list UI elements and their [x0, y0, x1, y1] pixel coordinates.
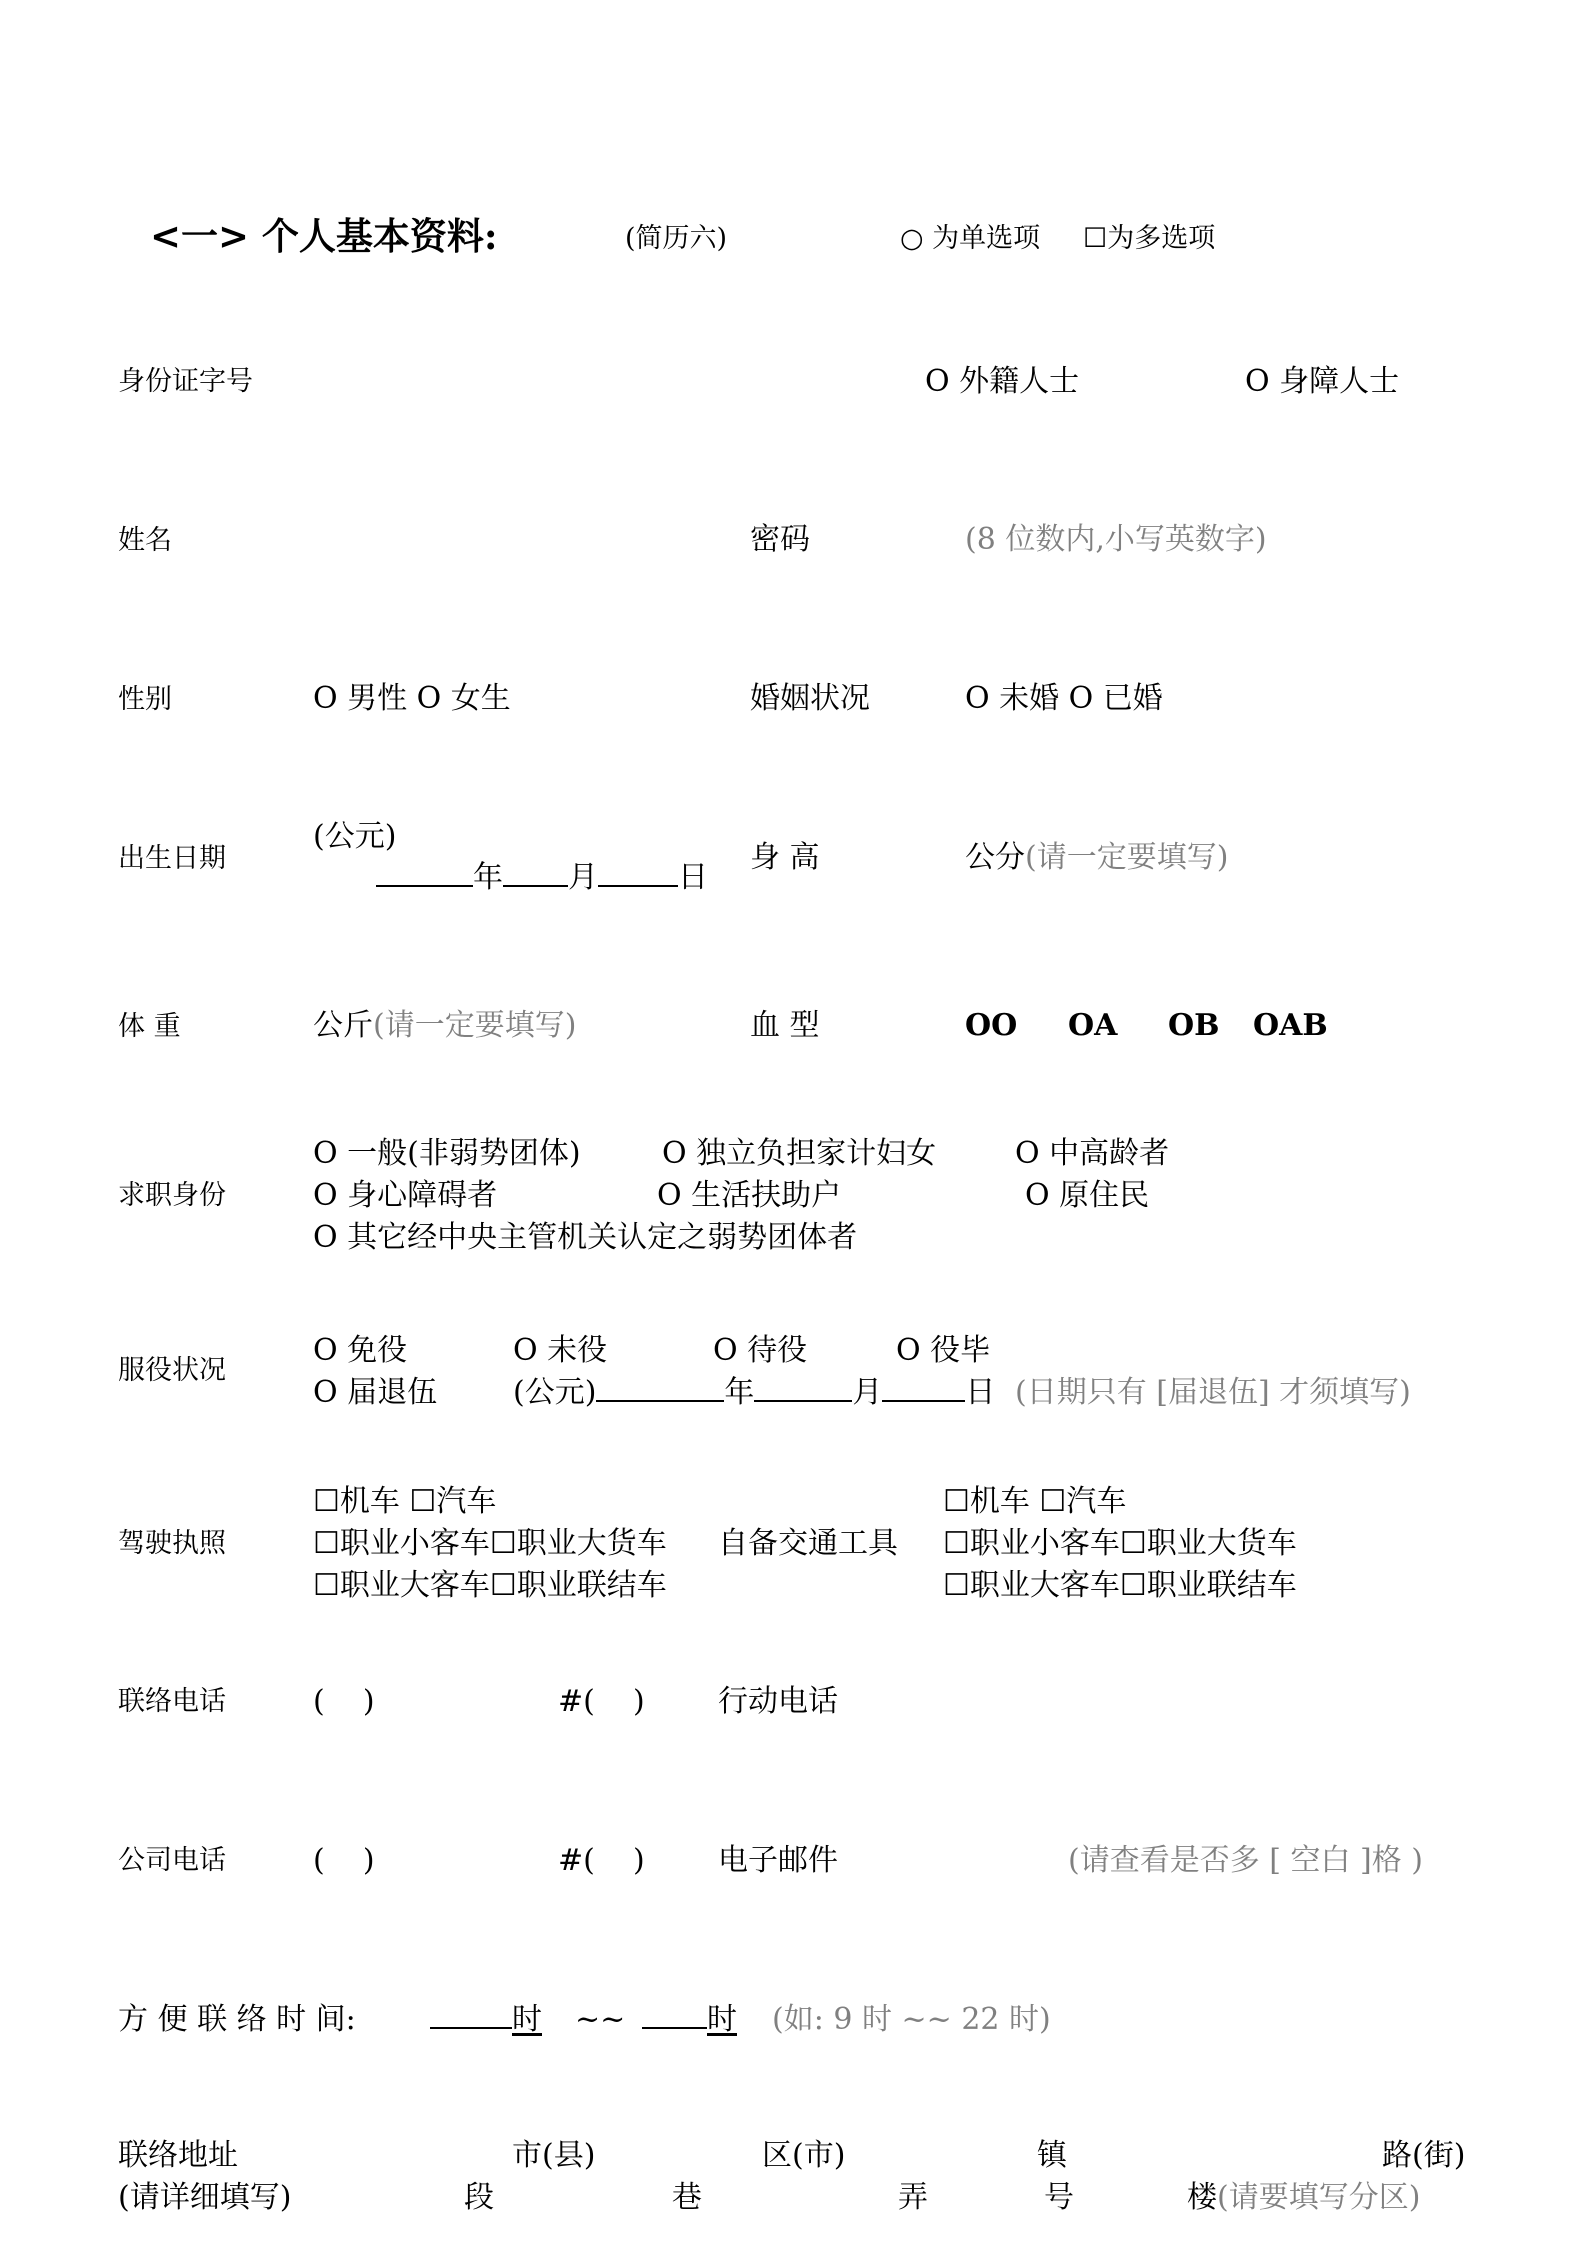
address-alley: 弄 [898, 2180, 928, 2215]
page-subtitle: (简历六) [625, 223, 728, 254]
blood-b-radio[interactable]: OB [1168, 1008, 1220, 1043]
contact-time-hint: (如: 9 时 ~~ 22 时) [772, 2002, 1051, 2037]
military-exempt-radio[interactable]: O 免役 [313, 1333, 408, 1368]
contact-hour-to-unit: 时 [707, 2002, 737, 2037]
address-lane: 巷 [672, 2180, 702, 2215]
address-floor-field[interactable] [1187, 2180, 1421, 2215]
blood-o-radio[interactable]: OO [965, 1008, 1018, 1043]
weight-field[interactable] [313, 1008, 577, 1043]
address-road: 路(街) [1382, 2138, 1466, 2173]
birth-date-label: 出生日期 [118, 843, 226, 874]
contact-time-tilde: ~~ [575, 2002, 626, 2037]
birth-date-field[interactable] [376, 860, 708, 895]
phone-label: 联络电话 [118, 1686, 226, 1717]
address-section: 段 [464, 2180, 494, 2215]
name-label: 姓名 [118, 525, 172, 556]
company-phone-label: 公司电话 [118, 1845, 226, 1876]
job-single-mother-radio[interactable]: O 独立负担家计妇女 [662, 1136, 937, 1171]
blood-a-radio[interactable]: OA [1068, 1008, 1118, 1043]
job-general-radio[interactable]: O 一般(非弱势团体) [313, 1136, 581, 1171]
birth-month-unit: 月 [568, 860, 598, 895]
discharge-day-unit: 日 [965, 1375, 996, 1410]
license-label: 驾驶执照 [118, 1528, 226, 1559]
license-checkbox-row-3[interactable]: ☐职业大客车☐职业联结车 [313, 1568, 667, 1603]
weight-hint: (请一定要填写) [373, 1008, 577, 1043]
height-hint: (请一定要填写) [1025, 840, 1229, 875]
blood-ab-radio[interactable]: OAB [1253, 1008, 1328, 1043]
phone-area-input[interactable]: ( ) [313, 1684, 375, 1719]
height-label: 身 高 [750, 840, 820, 875]
email-label: 电子邮件 [718, 1843, 838, 1878]
job-status-label: 求职身份 [118, 1180, 226, 1211]
height-field[interactable] [965, 840, 1229, 875]
birth-day-unit: 日 [678, 860, 708, 895]
job-senior-radio[interactable]: O 中高龄者 [1015, 1136, 1170, 1171]
military-waiting-radio[interactable]: O 待役 [713, 1333, 808, 1368]
legend-multi-choice: ☐为多选项 [1083, 223, 1216, 254]
job-disability-radio[interactable]: O 身心障碍者 [313, 1178, 498, 1213]
discharge-year-unit: 年 [724, 1375, 755, 1410]
birth-year-unit: 年 [473, 860, 503, 895]
page-title: <一> 个人基本资料: [150, 214, 498, 258]
job-welfare-radio[interactable]: O 生活扶助户 [657, 1178, 842, 1213]
address-district: 区(市) [762, 2138, 846, 2173]
license-checkbox-row-2[interactable]: ☐职业小客车☐职业大货车 [313, 1526, 667, 1561]
vehicle-checkbox-row-1[interactable]: ☐机车 ☐汽车 [943, 1484, 1127, 1519]
contact-time-label: 方 便 联 络 时 间: [118, 2002, 356, 2037]
blood-type-label: 血 型 [750, 1008, 820, 1043]
address-hint: (请要填写分区) [1217, 2180, 1421, 2215]
address-town: 镇 [1037, 2138, 1067, 2173]
password-hint: (8 位数内,小写英数字) [965, 522, 1267, 557]
birth-era: (公元) [313, 819, 397, 854]
foreigner-radio[interactable]: O 外籍人士 [925, 364, 1080, 399]
address-label: 联络地址 [118, 2138, 238, 2173]
military-retiring-radio[interactable]: O 届退伍 [313, 1375, 438, 1410]
discharge-date-field[interactable] [513, 1375, 996, 1410]
military-status-label: 服役状况 [118, 1355, 226, 1386]
military-completed-radio[interactable]: O 役毕 [896, 1333, 991, 1368]
military-pending-radio[interactable]: O 未役 [513, 1333, 608, 1368]
marital-label: 婚姻状况 [750, 681, 870, 716]
company-ext-input[interactable]: #( ) [558, 1843, 645, 1878]
mobile-label: 行动电话 [718, 1684, 838, 1719]
legend-single-choice: ○ 为单选项 [900, 223, 1041, 254]
vehicle-checkbox-row-3[interactable]: ☐职业大客车☐职业联结车 [943, 1568, 1297, 1603]
phone-ext-input[interactable]: #( ) [558, 1684, 645, 1719]
gender-label: 性别 [118, 684, 172, 715]
contact-hour-from-unit: 时 [512, 2002, 542, 2037]
address-sublabel: (请详细填写) [118, 2180, 292, 2215]
disabled-radio[interactable]: O 身障人士 [1245, 364, 1400, 399]
discharge-hint: (日期只有 [届退伍] 才须填写) [1015, 1375, 1411, 1410]
gender-radios[interactable]: O 男性 O 女生 [313, 681, 511, 716]
vehicle-label: 自备交通工具 [718, 1526, 898, 1561]
weight-label: 体 重 [118, 1011, 181, 1042]
vehicle-checkbox-row-2[interactable]: ☐职业小客车☐职业大货车 [943, 1526, 1297, 1561]
address-number: 号 [1044, 2180, 1074, 2215]
weight-unit: 公斤 [313, 1008, 373, 1043]
license-checkbox-row-1[interactable]: ☐机车 ☐汽车 [313, 1484, 497, 1519]
password-label: 密码 [750, 522, 810, 557]
company-area-input[interactable]: ( ) [313, 1843, 375, 1878]
discharge-era: (公元) [513, 1375, 597, 1410]
email-hint: (请查看是否多 [ 空白 ]格 ) [1068, 1843, 1423, 1878]
job-other-radio[interactable]: O 其它经中央主管机关认定之弱势团体者 [313, 1220, 858, 1255]
contact-time-to[interactable] [642, 2002, 737, 2037]
address-city: 市(县) [512, 2138, 596, 2173]
job-indigenous-radio[interactable]: O 原住民 [1025, 1178, 1150, 1213]
address-floor: 楼 [1187, 2180, 1217, 2215]
height-unit: 公分 [965, 840, 1025, 875]
id-number-label: 身份证字号 [118, 366, 253, 397]
contact-time-from[interactable] [430, 2002, 542, 2037]
marital-radios[interactable]: O 未婚 O 已婚 [965, 681, 1163, 716]
discharge-month-unit: 月 [852, 1375, 883, 1410]
